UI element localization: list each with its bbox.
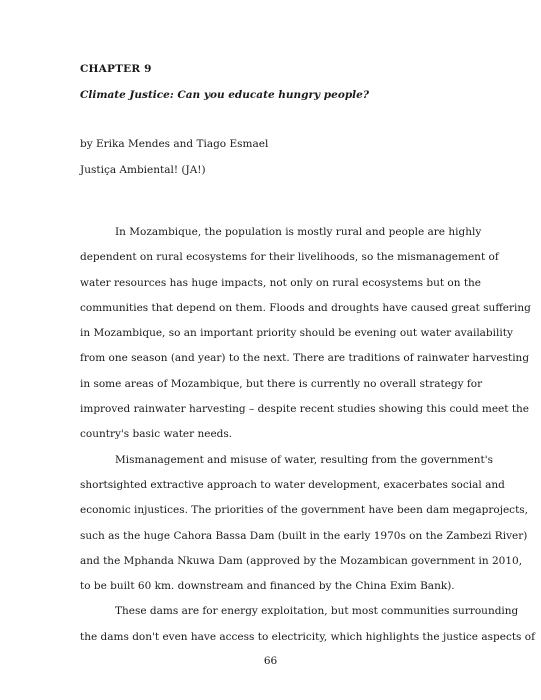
paragraph-line: in Mozambique, so an important priority should be evening out water availability xyxy=(80,327,513,340)
paragraph-line: communities that depend on them. Floods and droughts have caused great suffering xyxy=(80,301,531,314)
paragraph-line: These dams are for energy exploitation, but most communities surrounding xyxy=(115,605,519,618)
paragraph-line: Mismanagement and misuse of water, resulting from the government's xyxy=(115,453,494,466)
paragraph-line: In Mozambique, the population is mostly rural and people are highly xyxy=(115,226,482,238)
paragraph-line: improved rainwater harvesting – despite recent studies showing this could meet the xyxy=(80,403,530,416)
paragraph-line: such as the huge Cahora Bassa Dam (built in the early 1970s on the Zambezi River) xyxy=(80,529,528,542)
page-number: 66 xyxy=(263,655,278,667)
paragraph-line: dependent on rural ecosystems for their livelihoods, so the mismanagement of xyxy=(80,251,499,264)
paragraph-line: country's basic water needs. xyxy=(80,428,233,441)
paragraph-line: economic injustices. The priorities of the government have been dam megaprojects, xyxy=(80,504,529,517)
body-text xyxy=(80,220,535,650)
chapter-title: Climate Justice: Can you educate hungry people? xyxy=(80,89,369,101)
paragraph-line: the dams don't even have access to electricity, which highlights the justice aspects of xyxy=(80,630,535,643)
author-byline: by Erika Mendes and Tiago Esmael xyxy=(80,138,269,150)
paragraph-line: shortsighted extractive approach to water development, exacerbates social and xyxy=(80,478,505,491)
paragraph-line: water resources has huge impacts, not only on rural ecosystems but on the xyxy=(80,276,482,289)
paragraph-line: from one season (and year) to the next. There are traditions of rainwater harvesting xyxy=(80,352,530,365)
paragraph-line: to be built 60 km. downstream and financed by the China Exim Bank). xyxy=(80,580,455,593)
paragraph-line: and the Mphanda Nkuwa Dam (approved by the Mozambican government in 2010, xyxy=(80,554,523,567)
paragraph-line: in some areas of Mozambique, but there is currently no overall strategy for xyxy=(80,377,483,390)
chapter-label: CHAPTER 9 xyxy=(80,63,152,75)
author-organization: Justiça Ambiental! (JA!) xyxy=(80,164,206,176)
